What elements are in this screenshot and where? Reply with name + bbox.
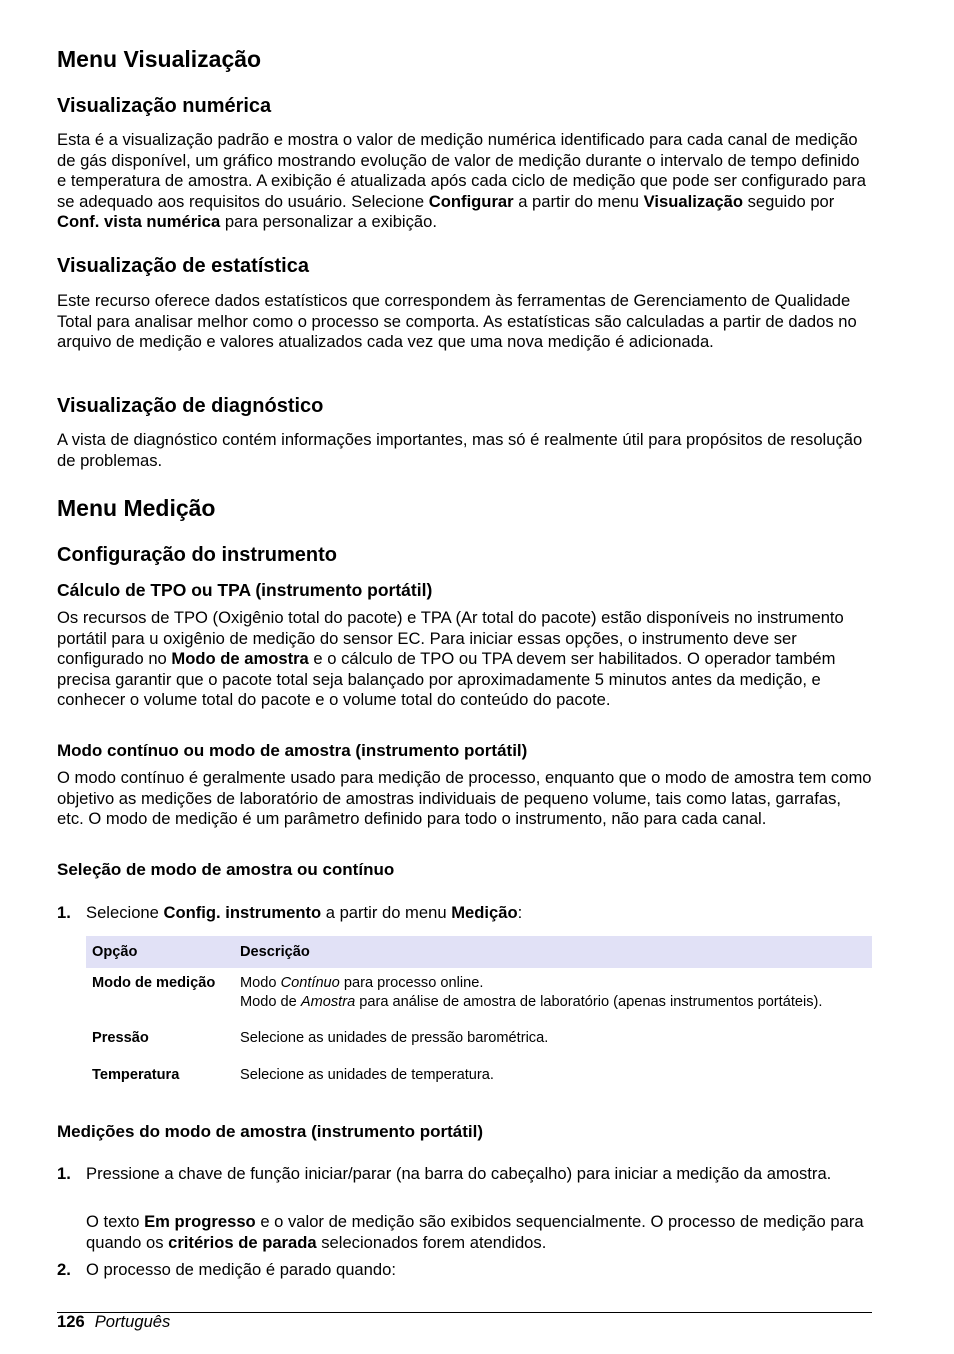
paragraph-numeric-view: Esta é a visualização padrão e mostra o valor de medição numérica identificado para cada canal de medição de gás disponível, um gráfico mostrando evolução de valor de medição durante o intervalo de tempo definido e temperatura de amostra. A exibição é atualizada após cada ciclo de medição que pode ser configurado para se adequado aos requisitos do usuário. Selecione Configurar a partir do menu Visualização seguido por Conf. vista numérica para personalizar a exibição. [57, 130, 867, 231]
paragraph-diagnostic-view: A vista de diagnóstico contém informações importantes, mas só é realmente útil para propósitos de resolução de problemas. [57, 430, 863, 470]
description-cell: Selecione as unidades de pressão barométrica. [240, 1030, 549, 1046]
step-text: Selecione Config. instrumento a partir do menu Medição: [86, 903, 523, 922]
description-cell: Modo Contínuo para processo online. Modo de Amostra para análise de amostra de laboratório (apenas instrumentos portáteis). [240, 975, 823, 1010]
column-header-description: Descrição [234, 936, 872, 968]
table-row [86, 1017, 872, 1054]
paragraph-tpo-tpa: Os recursos de TPO (Oxigênio total do pacote) e TPA (Ar total do pacote) estão disponíveis no instrumento portátil para u oxigênio de medição do sensor EC. Para iniciar essas opções, o instrumento deve ser configurado no Modo de amostra e o cálculo de TPO ou TPA devem ser habilitados. O operador também precisa garantir que o pacote total seja balançado por aproximadamente 5 minutos antes da medição, e conhecer o volume total do pacote e o volume total do conteúdo do pacote. [57, 608, 844, 709]
step-1-select-config [57, 903, 872, 924]
paragraph-statistics-view: Este recurso oferece dados estatísticos que correspondem às ferramentas de Gerenciamento de Qualidade Total para analisar melhor como o processo se comporta. As estatísticas são calculadas a partir de dados no arquivo de medição e valores atualizados cada vez que uma nova medição é adicionada. [57, 291, 857, 351]
heading-mode-selection: Seleção de modo de amostra ou contínuo [57, 860, 395, 879]
step-1-start-measurement [57, 1164, 872, 1185]
step-2-stop-measurement [57, 1260, 872, 1281]
options-table [86, 936, 872, 1090]
heading-tpo-tpa: Cálculo de TPO ou TPA (instrumento portátil) [57, 580, 433, 600]
paragraph-continuous-sample-mode: O modo contínuo é geralmente usado para medição de processo, enquanto que o modo de amostra tem como objetivo as medições de laboratório de amostras individuais de pequeno volume, tais como latas, garrafas, etc. O modo de medição é um parâmetro definido para todo o instrumento, não para cada canal. [57, 768, 872, 828]
table-row [86, 1054, 872, 1091]
option-cell: Temperatura [92, 1066, 180, 1083]
step-1-result-text: O texto Em progresso e o valor de medição são exibidos sequencialmente. O processo de medição para quando os critérios de parada selecionados forem atendidos. [86, 1212, 864, 1252]
step-number: 2. [57, 1260, 71, 1279]
table-header-row [86, 936, 872, 968]
heading-diagnostic-view: Visualização de diagnóstico [57, 395, 324, 417]
step-text: O processo de medição é parado quando: [86, 1260, 396, 1279]
step-text: Pressione a chave de função iniciar/parar (na barra do cabeçalho) para iniciar a medição da amostra. [86, 1164, 832, 1183]
page-footer [57, 1312, 170, 1332]
description-cell: Selecione as unidades de temperatura. [240, 1066, 494, 1083]
step-number: 1. [57, 1164, 71, 1183]
option-cell: Pressão [92, 1030, 149, 1046]
table-row [86, 968, 872, 1017]
section-title-visualization-menu: Menu Visualização [57, 46, 262, 72]
page-number: 126 [57, 1312, 85, 1331]
section-title-measurement-menu: Menu Medição [57, 495, 216, 521]
heading-instrument-config: Configuração do instrumento [57, 544, 337, 566]
heading-statistics-view: Visualização de estatística [57, 255, 309, 277]
footer-divider [57, 1312, 872, 1313]
option-cell: Modo de medição [92, 975, 216, 991]
step-number: 1. [57, 903, 71, 922]
heading-sample-mode-measurements: Medições do modo de amostra (instrumento portátil) [57, 1122, 483, 1141]
heading-continuous-sample-mode: Modo contínuo ou modo de amostra (instrumento portátil) [57, 741, 528, 760]
heading-numeric-view: Visualização numérica [57, 95, 272, 117]
column-header-option: Opção [86, 936, 234, 968]
footer-language: Português [94, 1312, 171, 1331]
